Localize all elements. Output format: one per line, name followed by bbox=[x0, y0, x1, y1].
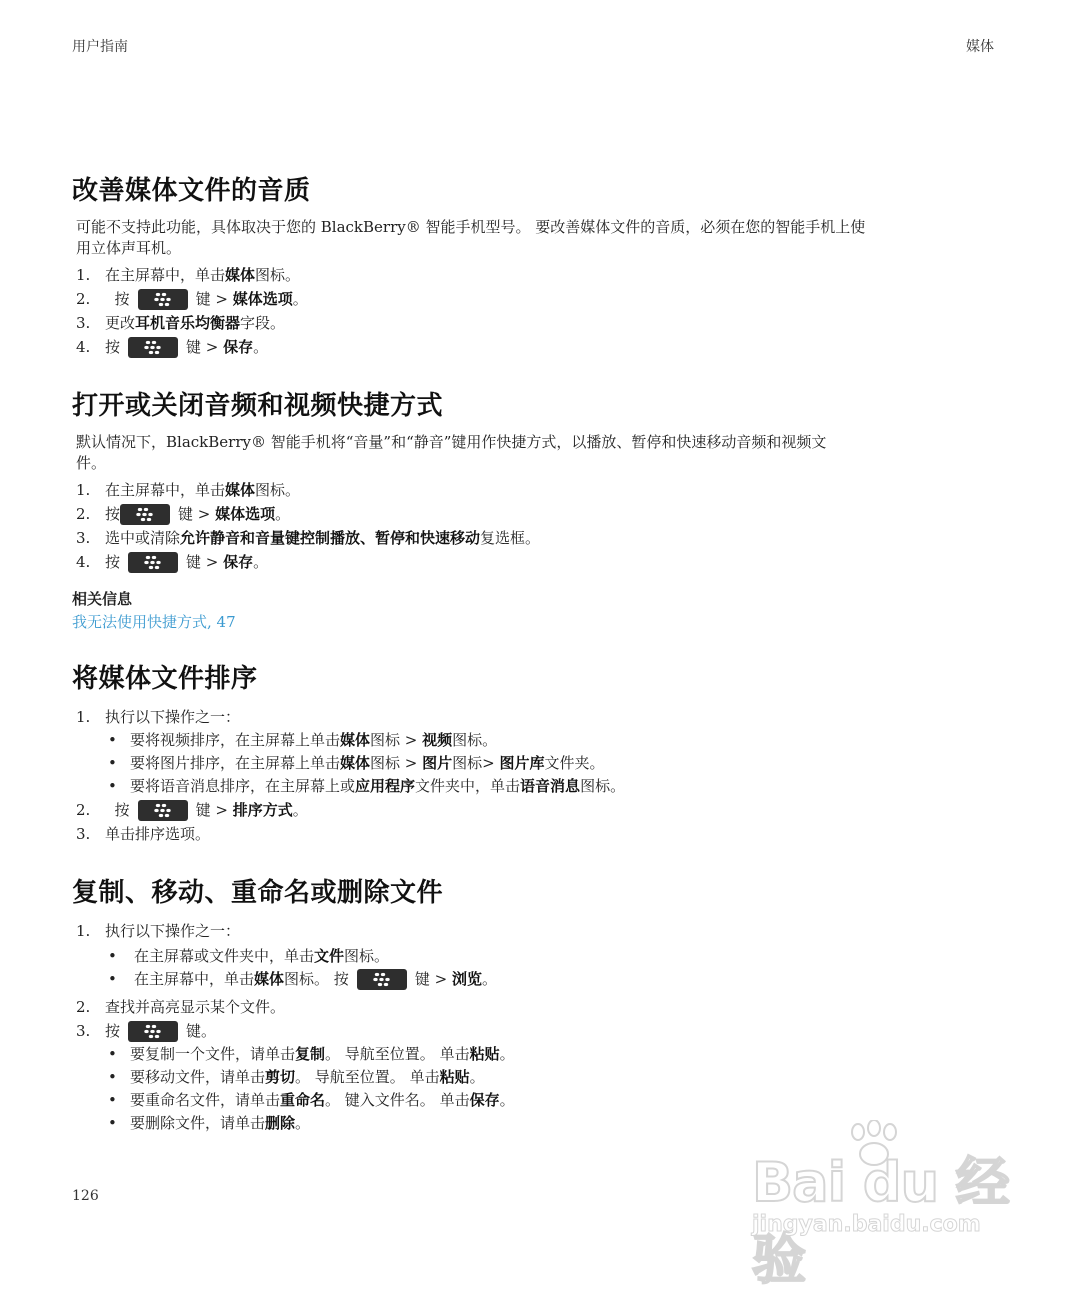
step-number: 3. bbox=[76, 825, 91, 843]
intro-line: 用立体声耳机。 bbox=[76, 239, 182, 257]
step bbox=[72, 1019, 1002, 1043]
bullet-text: 图标 > bbox=[370, 754, 423, 772]
step-text: 按 bbox=[105, 338, 121, 356]
step-text: 键。 bbox=[186, 1022, 217, 1040]
related-link[interactable]: 我无法使用快捷方式, 47 bbox=[72, 613, 236, 631]
bullet-emphasis: 语音消息 bbox=[520, 777, 581, 795]
bullet-emphasis: 媒体 bbox=[340, 754, 371, 772]
step bbox=[72, 919, 1002, 943]
bullet-emphasis: 粘贴 bbox=[439, 1068, 470, 1086]
bullet-item: • 在主屏幕或文件夹中，单击文件图标。 bbox=[108, 947, 390, 965]
bullet-item: • 要将图片排序，在主屏幕上单击媒体图标 > 图片图标> 图片库文件夹。 bbox=[108, 754, 605, 772]
bullet-text: 。 bbox=[469, 1068, 485, 1086]
step-number: 2. bbox=[76, 801, 91, 819]
step-number: 4. bbox=[76, 553, 91, 571]
bullet-text: 图标。 按 bbox=[284, 970, 349, 988]
step-emphasis: 排序方式 bbox=[232, 801, 293, 819]
step-list bbox=[72, 798, 1002, 846]
bullet-text: 。 导航至位置。 单击 bbox=[295, 1068, 440, 1086]
section-intro bbox=[76, 217, 1002, 259]
step-list bbox=[72, 263, 1002, 359]
step-text: 在主屏幕中，单击 bbox=[105, 481, 226, 499]
section-title: 改善媒体文件的音质 bbox=[72, 176, 311, 206]
bullet-item: • 要将语音消息排序，在主屏幕上或应用程序文件夹中，单击语音消息图标。 bbox=[108, 777, 626, 795]
intro-line: 可能不支持此功能，具体取决于您的 BlackBerry® 智能手机型号。 要改善媒体文件的音质，必须在您的智能手机上使 bbox=[76, 218, 866, 236]
step bbox=[72, 502, 1002, 526]
step-number: 2. bbox=[76, 998, 91, 1016]
bullet-text: 。 键入文件名。 单击 bbox=[325, 1091, 470, 1109]
section-title: 将媒体文件排序 bbox=[72, 664, 258, 694]
step-emphasis: 保存 bbox=[223, 338, 254, 356]
bullet-emphasis: 浏览 bbox=[451, 970, 482, 988]
bullet-text: 要将视频排序，在主屏幕上单击 bbox=[130, 731, 341, 749]
bullet-emphasis: 粘贴 bbox=[469, 1045, 500, 1063]
step-text: 键 > bbox=[186, 338, 219, 356]
bullet-text: 图标> bbox=[452, 754, 500, 772]
step-number: 2. bbox=[76, 505, 91, 523]
step-number: 3. bbox=[76, 529, 91, 547]
step-number: 1. bbox=[76, 481, 91, 499]
step-text: 键 > bbox=[186, 553, 219, 571]
step-text: 字段。 bbox=[240, 314, 286, 332]
step bbox=[72, 822, 1002, 846]
step-text: 。 bbox=[253, 553, 269, 571]
bullet-emphasis: 图片 bbox=[422, 754, 453, 772]
step-number: 4. bbox=[76, 338, 91, 356]
step-text: 。 bbox=[292, 801, 308, 819]
bullet-text: 。 bbox=[481, 970, 497, 988]
bullet-item: • 要复制一个文件，请单击复制。 导航至位置。 单击粘贴。 bbox=[108, 1045, 515, 1063]
step-emphasis: 媒体 bbox=[225, 266, 256, 284]
baidu-jingyan-watermark bbox=[752, 1120, 1012, 1291]
intro-line: 件。 bbox=[76, 454, 107, 472]
blackberry-menu-key-icon bbox=[357, 969, 407, 990]
step-text: 在主屏幕中，单击 bbox=[105, 266, 226, 284]
bullet-text: 要重命名文件，请单击 bbox=[130, 1091, 281, 1109]
bullet-item: • 要将视频排序，在主屏幕上单击媒体图标 > 视频图标。 bbox=[108, 731, 498, 749]
bullet-text: 要复制一个文件，请单击 bbox=[130, 1045, 296, 1063]
header-doc-title: 用户指南 bbox=[72, 39, 128, 55]
step-number: 1. bbox=[76, 266, 91, 284]
step-list bbox=[72, 478, 1002, 574]
section-intro bbox=[76, 432, 1002, 474]
watermark-url: jingyan.baidu.com bbox=[752, 1212, 981, 1237]
step-text: 单击排序选项。 bbox=[105, 825, 211, 843]
bullet-text: 要将图片排序，在主屏幕上单击 bbox=[130, 754, 341, 772]
step-text: 执行以下操作之一： bbox=[105, 708, 241, 726]
step-text: 键 > bbox=[195, 801, 228, 819]
step-text: 键 > bbox=[178, 505, 211, 523]
bullet-emphasis: 应用程序 bbox=[355, 777, 416, 795]
step-text: 按 bbox=[114, 290, 130, 308]
step bbox=[72, 263, 1002, 287]
bullet-text: 。 导航至位置。 单击 bbox=[325, 1045, 470, 1063]
step-list bbox=[72, 705, 1002, 729]
step bbox=[72, 311, 1002, 335]
bullet-text: 文件夹中，单击 bbox=[415, 777, 521, 795]
section-title: 打开或关闭音频和视频快捷方式 bbox=[72, 391, 444, 421]
bullet-emphasis: 剪切 bbox=[265, 1068, 296, 1086]
step-emphasis: 媒体 bbox=[225, 481, 256, 499]
blackberry-menu-key-icon bbox=[120, 504, 170, 525]
related-info-heading: 相关信息 bbox=[72, 590, 133, 608]
bullet-text: 文件夹。 bbox=[544, 754, 605, 772]
step-number: 2. bbox=[76, 290, 91, 308]
step-text: 。 bbox=[253, 338, 269, 356]
bullet-text: 键 > bbox=[414, 970, 448, 988]
step-emphasis: 保存 bbox=[223, 553, 254, 571]
step-emphasis: 耳机音乐均衡器 bbox=[135, 314, 241, 332]
step-text: 复选框。 bbox=[480, 529, 541, 547]
step-text: 按 bbox=[114, 801, 130, 819]
step bbox=[72, 550, 1002, 574]
bullet-emphasis: 保存 bbox=[469, 1091, 500, 1109]
bullet-emphasis: 图片库 bbox=[499, 754, 545, 772]
bullet-text: 在主屏幕或文件夹中，单击 bbox=[134, 947, 315, 965]
step-text: 查找并高亮显示某个文件。 bbox=[105, 998, 286, 1016]
step-text: 键 > bbox=[195, 290, 228, 308]
step bbox=[72, 995, 1002, 1019]
step-text: 按 bbox=[105, 1022, 121, 1040]
step bbox=[72, 478, 1002, 502]
bullet-emphasis: 复制 bbox=[295, 1045, 326, 1063]
bullet-text: 图标 > bbox=[370, 731, 423, 749]
bullet-list bbox=[72, 945, 1002, 991]
bullet-text: 要将语音消息排序，在主屏幕上或 bbox=[130, 777, 356, 795]
bullet-emphasis: 媒体 bbox=[340, 731, 371, 749]
step-text: 执行以下操作之一： bbox=[105, 922, 241, 940]
step-text: 选中或清除 bbox=[105, 529, 181, 547]
bullet-text: 在主屏幕中，单击 bbox=[134, 970, 255, 988]
step bbox=[72, 335, 1002, 359]
bullet-text: 图标。 bbox=[344, 947, 390, 965]
step-text: 。 bbox=[275, 505, 291, 523]
step bbox=[72, 526, 1002, 550]
bullet-text: 要移动文件，请单击 bbox=[130, 1068, 266, 1086]
step-text: 按 bbox=[105, 553, 121, 571]
section-title: 复制、移动、重命名或删除文件 bbox=[72, 878, 444, 908]
bullet-item: • 在主屏幕中，单击媒体图标。 按 键 > 浏览。 bbox=[108, 970, 497, 988]
step-text: 。 bbox=[292, 290, 308, 308]
header-chapter: 媒体 bbox=[966, 39, 994, 55]
bullet-text: 。 bbox=[499, 1091, 515, 1109]
bullet-emphasis: 媒体 bbox=[254, 970, 285, 988]
bullet-emphasis: 删除 bbox=[265, 1114, 296, 1132]
section-shortcuts bbox=[72, 385, 1002, 632]
bullet-text: 。 bbox=[499, 1045, 515, 1063]
bullet-item: • 要删除文件，请单击删除。 bbox=[108, 1114, 311, 1132]
step-text: 图标。 bbox=[255, 481, 301, 499]
page-number: 126 bbox=[72, 1188, 99, 1204]
blackberry-menu-key-icon bbox=[138, 289, 188, 310]
bullet-text: 。 bbox=[295, 1114, 311, 1132]
step-number: 1. bbox=[76, 922, 91, 940]
step-text: 图标。 bbox=[255, 266, 301, 284]
bullet-text: 图标。 bbox=[452, 731, 498, 749]
bullet-item: • 要移动文件，请单击剪切。 导航至位置。 单击粘贴。 bbox=[108, 1068, 485, 1086]
bullet-list bbox=[72, 729, 1002, 798]
step-number: 3. bbox=[76, 314, 91, 332]
watermark-brand: Bai du 经验 bbox=[752, 1151, 1009, 1291]
blackberry-menu-key-icon bbox=[128, 337, 178, 358]
blackberry-menu-key-icon bbox=[128, 1021, 178, 1042]
step-emphasis: 允许静音和音量键控制播放、暂停和快速移动 bbox=[180, 529, 481, 547]
section-sort-media bbox=[72, 658, 1002, 846]
step-list bbox=[72, 919, 1002, 943]
section-improve-audio bbox=[72, 170, 1002, 359]
blackberry-menu-key-icon bbox=[138, 800, 188, 821]
page-content bbox=[72, 170, 1002, 1161]
step-number: 1. bbox=[76, 708, 91, 726]
step bbox=[72, 705, 1002, 729]
bullet-item: • 要重命名文件，请单击重命名。 键入文件名。 单击保存。 bbox=[108, 1091, 515, 1109]
bullet-emphasis: 视频 bbox=[422, 731, 453, 749]
step bbox=[72, 798, 1002, 822]
intro-line: 默认情况下，BlackBerry® 智能手机将“音量”和“静音”键用作快捷方式，以播放、暂停和快速移动音频和视频文 bbox=[76, 433, 827, 451]
section-file-operations bbox=[72, 872, 1002, 1135]
blackberry-menu-key-icon bbox=[128, 552, 178, 573]
step-number: 3. bbox=[76, 1022, 91, 1040]
step-text: 更改 bbox=[105, 314, 136, 332]
bullet-text: 图标。 bbox=[580, 777, 626, 795]
bullet-emphasis: 重命名 bbox=[280, 1091, 326, 1109]
step-emphasis: 媒体选项 bbox=[215, 505, 276, 523]
step-emphasis: 媒体选项 bbox=[232, 290, 293, 308]
bullet-emphasis: 文件 bbox=[314, 947, 345, 965]
step-list bbox=[72, 995, 1002, 1043]
step-text: 按 bbox=[105, 505, 121, 523]
bullet-text: 要删除文件，请单击 bbox=[130, 1114, 266, 1132]
step bbox=[72, 287, 1002, 311]
